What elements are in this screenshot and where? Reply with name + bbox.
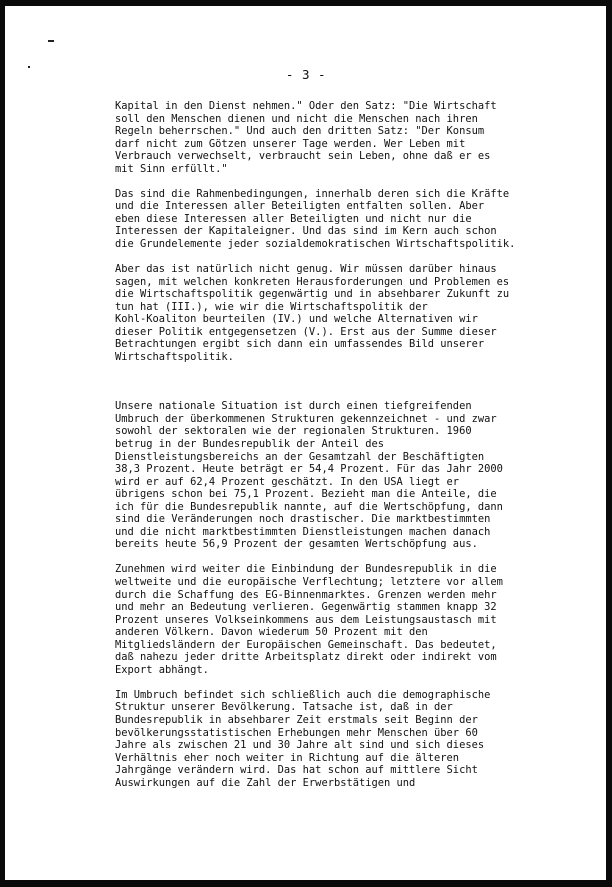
text-line: Unsere nationale Situation ist durch einen tiefgreifenden [115,400,472,413]
text-line: eben diese Interessen aller Beteiligten und nicht nur die [115,212,472,225]
paragraph-3 [115,263,555,363]
text-line: die Grundelemente jeder sozialdemokratischen Wirtschaftspolitik. [115,237,516,250]
text-line: sind die Veränderungen noch drastischer. Die marktbestimmten [115,513,491,526]
paragraph-6 [115,689,555,789]
text-line: Im Umbruch befindet sich schließlich auch die demographische [115,688,491,701]
page-number: - 3 - [285,67,327,82]
text-line: Prozent unseres Volkseinkommens aus dem Leistungsaustasch mit [115,613,497,626]
text-line: Verbrauch verwechselt, verbraucht sein Leben, ohne daß er es [115,150,491,163]
text-line: Aber das ist natürlich nicht genug. Wir müssen darüber hinaus [115,263,497,276]
text-line: Dienstleistungsbereichs an der Gesamtzahl der Beschäftigten [115,450,485,463]
text-line: Wirtschaftspolitik. [115,350,234,363]
scan-border-bottom [0,880,612,887]
text-line: Betrachtungen ergibt sich dann ein umfassendes Bild unserer [115,338,485,351]
text-line: durch die Schaffung des EG-Binnenmarktes. Grenzen werden mehr [115,588,497,601]
text-line: und mehr an Bedeutung verlieren. Gegenwärtig stammen knapp 32 [115,601,497,614]
text-line: bevölkerungsstatistischen Erhebungen mehr Menschen über 60 [115,726,478,739]
text-line: dieser Politik entgegensetzen (V.). Erst aus der Summe dieser [115,325,497,338]
text-line: 38,3 Prozent. Heute beträgt er 54,4 Prozent. Für das Jahr 2000 [115,463,503,476]
text-line: bereits heute 56,9 Prozent der gesamten Wertschöpfung aus. [115,538,478,551]
text-line: Struktur unserer Bevölkerung. Tatsache ist, daß in der [115,701,453,714]
text-line: Jahre als zwischen 21 und 30 Jahre alt sind und sich dieses [115,739,485,752]
document-body [115,100,555,802]
text-line: mit Sinn erfüllt." [115,162,228,175]
text-line: Mitgliedsländern der Europäischen Gemeinschaft. Das bedeutet, [115,638,497,651]
text-line: Interessen der Kapitaleigner. Und das sind im Kern auch schon [115,225,497,238]
text-line: weltweite und die europäische Verflechtung; letztere vor allem [115,576,503,588]
text-line: Jahrgänge verändern wird. Das hat schon auf mittlere Sicht [115,764,478,777]
paragraph-5 [115,563,555,676]
text-line: Das sind die Rahmenbedingungen, innerhalb deren sich die Kräfte [115,187,510,200]
text-line: Kapital in den Dienst nehmen." Oder den Satz: "Die Wirtschaft [115,100,497,112]
scan-border-right [606,0,612,887]
text-line: Bundesrepublik in absehbarer Zeit erstmals seit Beginn der [115,713,478,726]
text-line: tun hat (III.), wie wir die Wirtschaftspolitik der [115,300,428,313]
scan-border-top [0,0,612,6]
text-line: sagen, mit welchen konkreten Herausforderungen und Problemen es [115,275,510,288]
paragraph-4 [115,400,555,551]
text-line: und die nicht marktbestimmten Dienstleistungen machen danach [115,525,491,538]
text-line: Regeln beherrschen." Und auch den dritten Satz: "Der Konsum [115,125,485,138]
text-line: übrigens schon bei 75,1 Prozent. Bezieht man die Anteile, die [115,488,497,501]
text-line: betrug in der Bundesrepublik der Anteil des [115,438,384,451]
text-line: wird er auf 62,4 Prozent geschätzt. In den USA liegt er [115,475,460,488]
text-line: und die Interessen aller Beteiligten entfalten sollen. Aber [115,200,485,213]
text-line: Umbruch der überkommenen Strukturen gekennzeichnet - und zwar [115,412,497,425]
scan-speck-mark [48,40,54,42]
text-line: sowohl der sektoralen wie der regionalen Strukturen. 1960 [115,425,472,438]
text-line: Auswirkungen auf die Zahl der Erwerbstätigen und [115,776,416,789]
text-line: Kohl-Koaliton beurteilen (IV.) und welche Alternativen wir [115,313,478,326]
text-line: Zunehmen wird weiter die Einbindung der Bundesrepublik in die [115,563,497,576]
text-line: soll den Menschen dienen und nicht die Menschen nach ihren [115,112,478,125]
text-line: darf nicht zum Götzen unserer Tage werden. Wer Leben mit [115,137,466,150]
text-line: Verhältnis eher noch weiter in Richtung auf die älteren [115,751,460,764]
paragraph-1 [115,100,555,175]
text-line: die Wirtschaftspolitik gegenwärtig und in absehbarer Zukunft zu [115,288,510,301]
scan-border-left [0,0,5,887]
paragraph-2 [115,188,555,251]
text-line: daß nahezu jeder dritte Arbeitsplatz direkt oder indirekt vom [115,651,497,664]
text-line: Export abhängt. [115,663,209,676]
text-line: ich für die Bundesrepublik nannte, auf die Wertschöpfung, dann [115,500,503,513]
text-line: anderen Völkern. Davon wiederum 50 Prozent mit den [115,626,428,639]
